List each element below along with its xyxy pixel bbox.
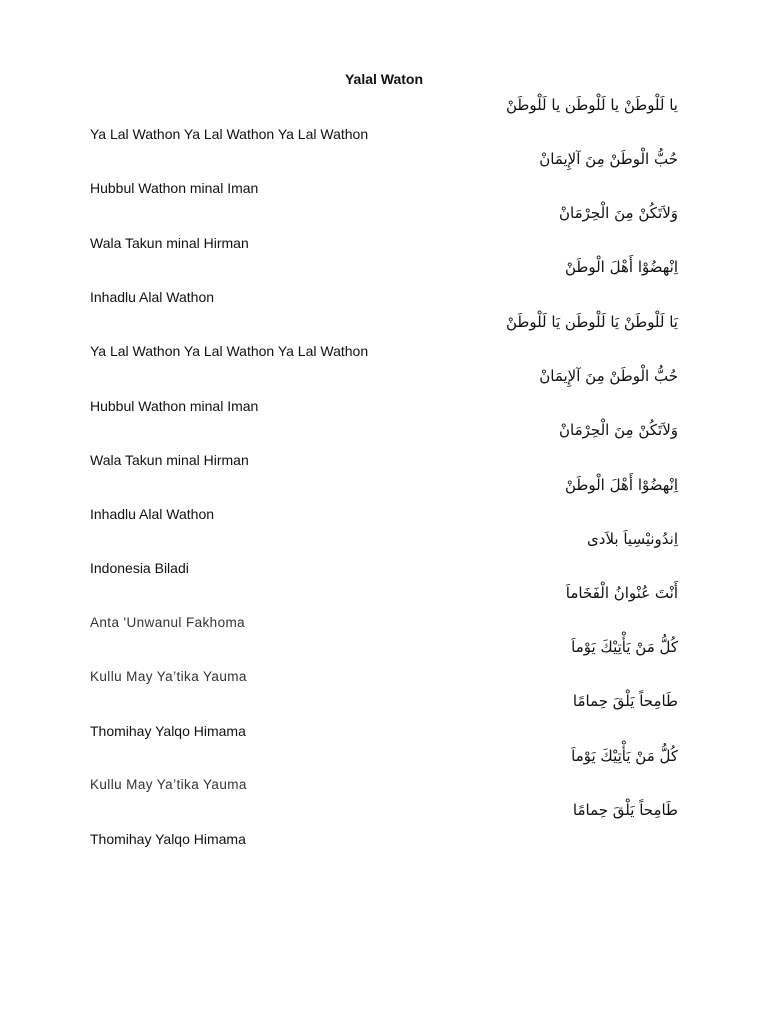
arabic-line: كُلُّ مَنْ يَأْتِيْكَ يَوْماَ (571, 747, 678, 765)
latin-line: Hubbul Wathon minal Iman (90, 180, 259, 196)
latin-line: Inhadlu Alal Wathon (90, 506, 215, 522)
latin-line: Ya Lal Wathon Ya Lal Wathon Ya Lal Wathon (90, 126, 369, 142)
latin-line: Kullu May Ya’tika Yauma (90, 777, 247, 792)
arabic-line: طَامِحاً يَلْقَ حِمامًا (572, 692, 678, 710)
arabic-line: يَا لَلْوطَنْ يَا لَلْوطَن يَا لَلْوطَنْ (505, 313, 678, 331)
arabic-line: وَلاَتَكُنْ مِنَ الْحِرْمَانْ (559, 204, 678, 222)
arabic-line: حُبُّ الْوطَنْ مِنَ آلإِيمَانْ (539, 150, 678, 168)
arabic-line: اِنْهضُوْا أَهْلَ الْوطَنْ (565, 258, 678, 276)
arabic-line: وَلاَتَكُنْ مِنَ الْحِرْمَانْ (559, 421, 678, 439)
latin-line: Kullu May Ya’tika Yauma (90, 669, 247, 684)
latin-line: Thomihay Yalqo Himama (90, 831, 246, 847)
arabic-line: اِندُونيْسِياَ بلاَدى (587, 530, 678, 548)
arabic-line: يا لَلْوطَنْ يا لَلْوطَن يا لَلْوطَنْ (505, 96, 678, 114)
latin-line: Wala Takun minal Hirman (90, 452, 249, 468)
latin-line: Ya Lal Wathon Ya Lal Wathon Ya Lal Wathon (90, 343, 369, 359)
page-title: Yalal Waton (344, 71, 424, 87)
arabic-line: حُبُّ الْوطَنْ مِنَ آلإِيمَانْ (539, 367, 678, 385)
arabic-line: طَامِحاً يَلْقَ حِمامًا (572, 801, 678, 819)
arabic-line: اِنْهضُوْا أَهْلَ الْوطَنْ (565, 476, 678, 494)
latin-line: Inhadlu Alal Wathon (90, 289, 215, 305)
latin-line: Thomihay Yalqo Himama (90, 723, 246, 739)
arabic-line: كُلُّ مَنْ يَأْتِيْكَ يَوْماَ (571, 638, 678, 656)
arabic-line: أَنْتَ عُنْوانُ الْفَخَاماَ (565, 584, 678, 602)
latin-line: Hubbul Wathon minal Iman (90, 398, 259, 414)
latin-line: Anta 'Unwanul Fakhoma (90, 615, 246, 630)
latin-line: Indonesia Biladi (90, 560, 189, 576)
latin-line: Wala Takun minal Hirman (90, 235, 249, 251)
